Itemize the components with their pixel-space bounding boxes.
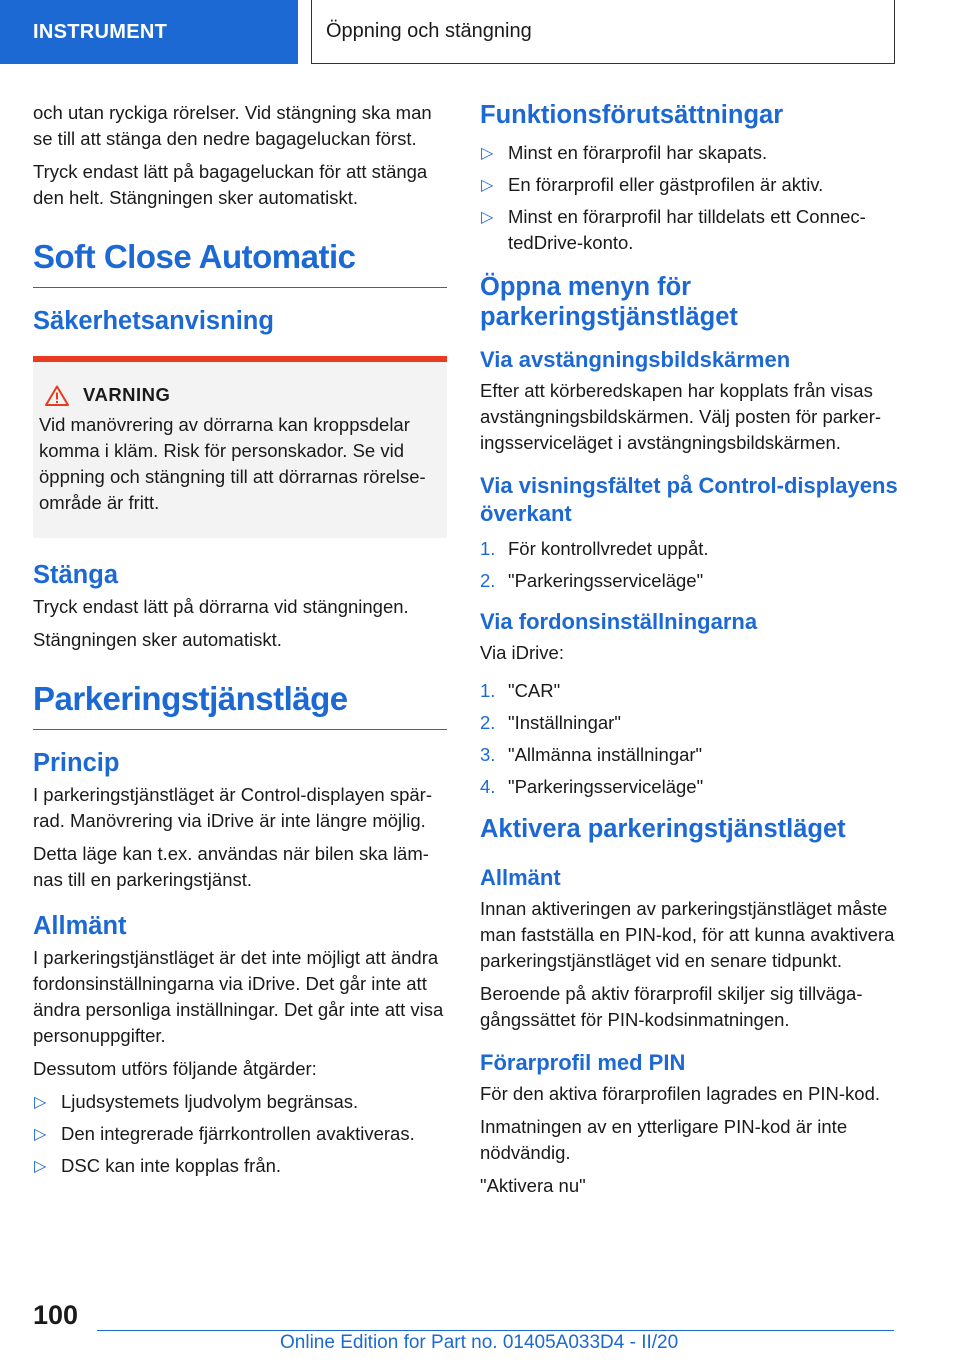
status-steps-list bbox=[480, 536, 898, 594]
heading-soft-close: Soft Close Automatic bbox=[33, 237, 447, 288]
list-item: 2. "Inställningar" bbox=[480, 712, 621, 733]
list-item: 1. "CAR" bbox=[480, 680, 561, 701]
close-paragraph-1: Tryck endast lätt på dörrarna vid stängningen. bbox=[33, 596, 409, 617]
measures-list bbox=[33, 1089, 447, 1179]
warning-title: VARNING bbox=[83, 384, 171, 405]
warning-box bbox=[33, 356, 447, 538]
intro-paragraph-1: och utan ryckiga rörelser. Vid stängning ska man se till att stänga den nedre bagageluckan först. bbox=[33, 102, 432, 149]
heading-profile-with-pin: Förarprofil med PIN bbox=[480, 1050, 686, 1075]
principle-paragraph-1: I parkeringstjänstläget är Control-displayen spärrad. Manövrering via iDrive är inte längre möjlig. bbox=[33, 784, 432, 831]
section-tab: INSTRUMENT bbox=[0, 0, 298, 64]
triangle-bullet-icon: ▷ bbox=[481, 209, 494, 226]
heading-safety: Säkerhetsanvisning bbox=[33, 307, 274, 335]
general-paragraph-1: I parkeringstjänstläget är det inte möjligt att ändra fordonsinställningarna via iDrive. Det går inte att ändra personliga inställningar. Det går inte att visa personuppgifter. bbox=[33, 947, 444, 1046]
footer-edition: Online Edition for Part no. 01405A033D4 - II/20 bbox=[280, 1332, 679, 1353]
list-item: ▷ Minst en förarprofil har tilldelats ett ConnectedDrive-konto. bbox=[481, 206, 866, 253]
list-item: 2. "Parkeringsserviceläge" bbox=[480, 570, 704, 591]
requirements-list bbox=[480, 140, 898, 256]
profile-paragraph-1: För den aktiva förarprofilen lagrades en PIN-kod. bbox=[480, 1083, 881, 1104]
heading-activate: Aktivera parkeringstjänstläget bbox=[480, 815, 846, 843]
general2-paragraph-2: Beroende på aktiv förarprofil skiljer sig tillvägagångssättet för PIN-kodsinmatningen. bbox=[480, 983, 863, 1030]
heading-open-menu: Öppna menyn för parkeringstjänstläget bbox=[480, 273, 738, 331]
via-settings-paragraph: Via iDrive: bbox=[480, 642, 564, 663]
via-lock-screen-paragraph: Efter att körberedskapen har kopplats från visas avstängningsbildskärmen. Välj posten för parkeringsserviceläget i avstängningsbildskärmen. bbox=[480, 380, 882, 453]
list-item: ▷ Den integrerade fjärrkontrollen avaktiveras. bbox=[33, 1121, 447, 1147]
heading-requirements: Funktionsförutsättningar bbox=[480, 101, 784, 129]
close-paragraph-2: Stängningen sker automatiskt. bbox=[33, 629, 282, 650]
list-item: 4. "Parkeringsserviceläge" bbox=[480, 776, 704, 797]
chapter-title: Öppning och stängning bbox=[311, 0, 895, 64]
intro-paragraph-2: Tryck endast lätt på bagageluckan för att stänga den helt. Stängningen sker automatiskt. bbox=[33, 161, 428, 208]
footer-divider bbox=[97, 1330, 894, 1331]
list-item: ▷ En förarprofil eller gästprofilen är aktiv. bbox=[480, 172, 898, 198]
profile-paragraph-2: Inmatningen av en ytterligare PIN-kod är inte nödvändig. bbox=[480, 1116, 848, 1163]
heading-via-vehicle-settings: Via fordonsinställningarna bbox=[480, 609, 758, 634]
heading-via-status-field: Via visningsfältet på Control-displayens överkant bbox=[480, 473, 898, 526]
general2-paragraph-1: Innan aktiveringen av parkeringstjänstläget måste man fastställa en PIN-kod, för att kunna avaktivera parkeringstjänstläget vid en senare tidpunkt. bbox=[480, 898, 895, 971]
heading-parking-service: Parkeringstjänstläge bbox=[33, 679, 447, 730]
heading-principle: Princip bbox=[33, 749, 120, 777]
triangle-bullet-icon: ▷ bbox=[481, 177, 494, 194]
heading-close: Stänga bbox=[33, 561, 119, 589]
heading-general: Allmänt bbox=[33, 912, 127, 940]
principle-paragraph-2: Detta läge kan t.ex. användas när bilen ska lämnas till en parkeringstjänst. bbox=[33, 843, 429, 890]
left-column bbox=[33, 100, 447, 1188]
profile-paragraph-3: "Aktivera nu" bbox=[480, 1175, 586, 1196]
list-item: ▷ DSC kan inte kopplas från. bbox=[33, 1153, 447, 1179]
list-item: 3. "Allmänna inställningar" bbox=[480, 744, 703, 765]
warning-text: Vid manövrering av dörrarna kan kroppsdelar komma i kläm. Risk för personskador. Se vid öppning och stängning till att dörrarnas rörelseområde är fritt. bbox=[39, 414, 426, 513]
heading-general-2: Allmänt bbox=[480, 865, 561, 890]
list-item: ▷ Minst en förarprofil har skapats. bbox=[480, 140, 898, 166]
triangle-bullet-icon: ▷ bbox=[481, 145, 494, 162]
warning-header bbox=[39, 384, 439, 406]
general-paragraph-2: Dessutom utförs följande åtgärder: bbox=[33, 1058, 317, 1079]
triangle-bullet-icon: ▷ bbox=[34, 1158, 47, 1175]
heading-via-lock-screen: Via avstängningsbildskärmen bbox=[480, 347, 791, 372]
list-item: 1. För kontrollvredet uppåt. bbox=[480, 538, 709, 559]
list-item: ▷ Ljudsystemets ljudvolym begränsas. bbox=[33, 1089, 447, 1115]
right-column bbox=[480, 100, 898, 1206]
triangle-bullet-icon: ▷ bbox=[34, 1094, 47, 1111]
triangle-bullet-icon: ▷ bbox=[34, 1126, 47, 1143]
page-number: 100 bbox=[33, 1300, 79, 1330]
settings-steps-list bbox=[480, 678, 898, 800]
warning-triangle-icon bbox=[45, 385, 69, 406]
